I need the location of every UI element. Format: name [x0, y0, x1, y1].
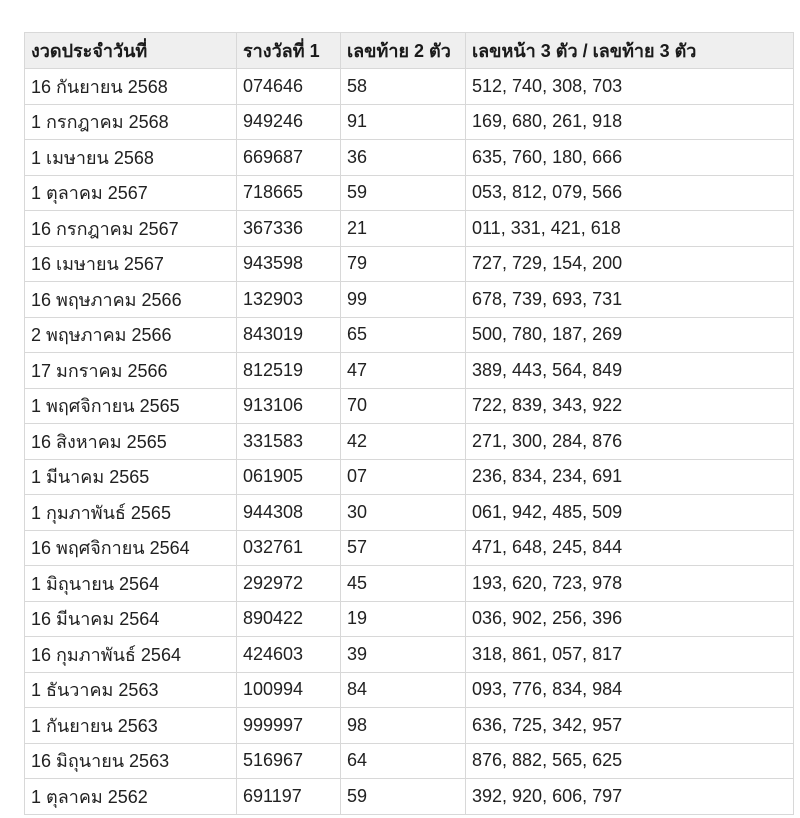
front3-last3-digits-cell: 271, 300, 284, 876 [466, 424, 794, 460]
header-last-two-digits: เลขท้าย 2 ตัว [341, 33, 466, 69]
table-row [25, 246, 794, 282]
first-prize-cell: 913106 [237, 388, 341, 424]
draw-date-cell: 1 พฤศจิกายน 2565 [25, 388, 237, 424]
last-two-digits-cell: 19 [341, 601, 466, 637]
last-two-digits-cell: 45 [341, 566, 466, 602]
front3-last3-digits-cell: 636, 725, 342, 957 [466, 708, 794, 744]
first-prize-cell: 944308 [237, 495, 341, 531]
draw-date-cell: 1 ตุลาคม 2567 [25, 175, 237, 211]
front3-last3-digits-cell: 061, 942, 485, 509 [466, 495, 794, 531]
front3-last3-digits-cell: 727, 729, 154, 200 [466, 246, 794, 282]
front3-last3-digits-cell: 876, 882, 565, 625 [466, 743, 794, 779]
first-prize-cell: 949246 [237, 104, 341, 140]
draw-date-cell: 1 ตุลาคม 2562 [25, 779, 237, 815]
first-prize-cell: 032761 [237, 530, 341, 566]
last-two-digits-cell: 39 [341, 637, 466, 673]
draw-date-cell: 16 พฤษภาคม 2566 [25, 282, 237, 318]
draw-date-cell: 1 กันยายน 2563 [25, 708, 237, 744]
table-row [25, 601, 794, 637]
last-two-digits-cell: 79 [341, 246, 466, 282]
front3-last3-digits-cell: 053, 812, 079, 566 [466, 175, 794, 211]
lottery-results-table-container [24, 32, 794, 815]
draw-date-cell: 16 มิถุนายน 2563 [25, 743, 237, 779]
first-prize-cell: 999997 [237, 708, 341, 744]
table-row [25, 353, 794, 389]
draw-date-cell: 1 กุมภาพันธ์ 2565 [25, 495, 237, 531]
draw-date-cell: 1 เมษายน 2568 [25, 140, 237, 176]
first-prize-cell: 424603 [237, 637, 341, 673]
first-prize-cell: 100994 [237, 672, 341, 708]
first-prize-cell: 843019 [237, 317, 341, 353]
last-two-digits-cell: 65 [341, 317, 466, 353]
table-row [25, 708, 794, 744]
draw-date-cell: 16 กรกฎาคม 2567 [25, 211, 237, 247]
header-first-prize: รางวัลที่ 1 [237, 33, 341, 69]
last-two-digits-cell: 07 [341, 459, 466, 495]
last-two-digits-cell: 64 [341, 743, 466, 779]
first-prize-cell: 331583 [237, 424, 341, 460]
front3-last3-digits-cell: 471, 648, 245, 844 [466, 530, 794, 566]
last-two-digits-cell: 59 [341, 779, 466, 815]
table-row [25, 211, 794, 247]
front3-last3-digits-cell: 392, 920, 606, 797 [466, 779, 794, 815]
table-row [25, 140, 794, 176]
first-prize-cell: 691197 [237, 779, 341, 815]
front3-last3-digits-cell: 318, 861, 057, 817 [466, 637, 794, 673]
table-row [25, 779, 794, 815]
header-draw-date: งวดประจำวันที่ [25, 33, 237, 69]
front3-last3-digits-cell: 678, 739, 693, 731 [466, 282, 794, 318]
first-prize-cell: 516967 [237, 743, 341, 779]
last-two-digits-cell: 91 [341, 104, 466, 140]
first-prize-cell: 943598 [237, 246, 341, 282]
last-two-digits-cell: 57 [341, 530, 466, 566]
table-row [25, 743, 794, 779]
table-row [25, 495, 794, 531]
front3-last3-digits-cell: 036, 902, 256, 396 [466, 601, 794, 637]
last-two-digits-cell: 58 [341, 69, 466, 105]
draw-date-cell: 16 มีนาคม 2564 [25, 601, 237, 637]
table-row [25, 459, 794, 495]
first-prize-cell: 061905 [237, 459, 341, 495]
table-body [25, 69, 794, 815]
table-row [25, 424, 794, 460]
table-row [25, 566, 794, 602]
first-prize-cell: 292972 [237, 566, 341, 602]
last-two-digits-cell: 36 [341, 140, 466, 176]
last-two-digits-cell: 59 [341, 175, 466, 211]
front3-last3-digits-cell: 236, 834, 234, 691 [466, 459, 794, 495]
table-row [25, 104, 794, 140]
table-row [25, 637, 794, 673]
draw-date-cell: 17 มกราคม 2566 [25, 353, 237, 389]
table-row [25, 672, 794, 708]
first-prize-cell: 669687 [237, 140, 341, 176]
front3-last3-digits-cell: 093, 776, 834, 984 [466, 672, 794, 708]
last-two-digits-cell: 47 [341, 353, 466, 389]
front3-last3-digits-cell: 011, 331, 421, 618 [466, 211, 794, 247]
first-prize-cell: 718665 [237, 175, 341, 211]
draw-date-cell: 16 กันยายน 2568 [25, 69, 237, 105]
header-front3-last3-digits: เลขหน้า 3 ตัว / เลขท้าย 3 ตัว [466, 33, 794, 69]
draw-date-cell: 1 มิถุนายน 2564 [25, 566, 237, 602]
front3-last3-digits-cell: 722, 839, 343, 922 [466, 388, 794, 424]
last-two-digits-cell: 99 [341, 282, 466, 318]
first-prize-cell: 890422 [237, 601, 341, 637]
first-prize-cell: 074646 [237, 69, 341, 105]
first-prize-cell: 132903 [237, 282, 341, 318]
table-row [25, 175, 794, 211]
draw-date-cell: 2 พฤษภาคม 2566 [25, 317, 237, 353]
front3-last3-digits-cell: 512, 740, 308, 703 [466, 69, 794, 105]
table-row [25, 69, 794, 105]
first-prize-cell: 367336 [237, 211, 341, 247]
draw-date-cell: 1 มีนาคม 2565 [25, 459, 237, 495]
table-row [25, 388, 794, 424]
draw-date-cell: 1 กรกฎาคม 2568 [25, 104, 237, 140]
front3-last3-digits-cell: 635, 760, 180, 666 [466, 140, 794, 176]
last-two-digits-cell: 42 [341, 424, 466, 460]
draw-date-cell: 16 สิงหาคม 2565 [25, 424, 237, 460]
front3-last3-digits-cell: 193, 620, 723, 978 [466, 566, 794, 602]
last-two-digits-cell: 30 [341, 495, 466, 531]
front3-last3-digits-cell: 169, 680, 261, 918 [466, 104, 794, 140]
draw-date-cell: 1 ธันวาคม 2563 [25, 672, 237, 708]
last-two-digits-cell: 98 [341, 708, 466, 744]
last-two-digits-cell: 84 [341, 672, 466, 708]
table-row [25, 317, 794, 353]
draw-date-cell: 16 พฤศจิกายน 2564 [25, 530, 237, 566]
lottery-results-table [24, 32, 794, 815]
front3-last3-digits-cell: 500, 780, 187, 269 [466, 317, 794, 353]
last-two-digits-cell: 21 [341, 211, 466, 247]
draw-date-cell: 16 กุมภาพันธ์ 2564 [25, 637, 237, 673]
front3-last3-digits-cell: 389, 443, 564, 849 [466, 353, 794, 389]
table-row [25, 282, 794, 318]
table-header-row [25, 33, 794, 69]
table-row [25, 530, 794, 566]
first-prize-cell: 812519 [237, 353, 341, 389]
draw-date-cell: 16 เมษายน 2567 [25, 246, 237, 282]
last-two-digits-cell: 70 [341, 388, 466, 424]
